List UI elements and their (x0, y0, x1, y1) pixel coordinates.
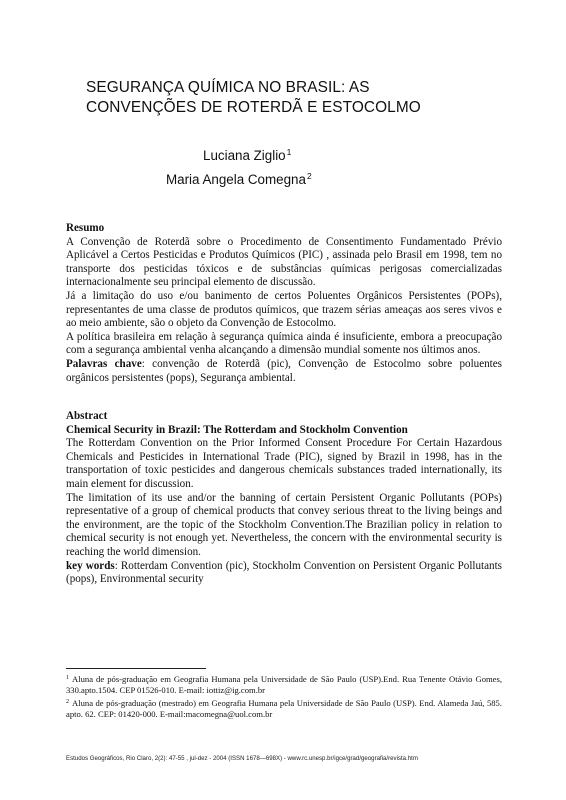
resumo-heading: Resumo (66, 222, 105, 234)
resumo-section (66, 222, 502, 385)
title-line-1: SEGURANÇA QUÍMICA NO BRASIL: AS (86, 79, 370, 96)
author-1-note-mark: 1 (286, 147, 292, 157)
resumo-paragraph-1: A Convenção de Roterdã sobre o Procedimento de Consentimento Fundamentado Prévio Aplicável a Certos Pesticidas e Produtos Químicos (PIC) , assinada pelo Brasil em 1998, tem no transporte dos pesticidas tóxicos e de substâncias químicas perigosas comercializadas internacionalmente seu principal elemento de discussão. (66, 235, 502, 289)
author-2 (166, 171, 312, 187)
title-line-2: CONVENÇÕES DE ROTERDÃ E ESTOCOLMO (86, 99, 421, 116)
journal-footer: Estudos Geográficos, Rio Claro, 2(2): 47-55 , jul-dez - 2004 (ISSN 1678—698X) - www.rc.unesp.br/igce/grad/geografia/revista.htm (66, 755, 418, 762)
abstract-paragraph-2: The limitation of its use and/or the banning of certain Persistent Organic Pollutants (POPs) representative of a group of chemical products that convey serious threat to the living beings and the environment, are the topic of the Stockholm Convention.The Brazilian policy in relation to chemical security is not enough yet. Nevertheless, the concern with the environmental security is reaching the world dimension. (66, 491, 502, 558)
abstract-keywords-text: : Rotterdam Convention (pic), Stockholm Convention on Persistent Organic Pollutants (pops), Environmental security (66, 559, 503, 586)
footnote-1-mark: 1 (66, 675, 69, 681)
author-1-name: Luciana Ziglio (203, 148, 286, 163)
abstract-keywords (66, 560, 502, 587)
abstract-subtitle: Chemical Security in Brazil: The Rotterdam and Stockholm Convention (66, 423, 408, 436)
footnote-1-text: Aluna de pós-graduação em Geografia Humana pela Universidade de São Paulo (USP).End. Rua Tenente Otávio Gomes, 330.apto.1504. CEP 01526-010. E-mail: iottiz@ig.com.br (66, 674, 502, 696)
author-2-note-mark: 2 (306, 171, 312, 181)
paper-title (86, 78, 506, 118)
resumo-paragraph-3: A política brasileira em relação à segurança química ainda é insuficiente, embora a preocupação com a segurança ambiental venha alcançando a dimensão mundial somente nos últimos anos. (66, 330, 502, 357)
resumo-keywords-label: Palavras chave (66, 357, 142, 370)
footnote-divider (66, 668, 206, 669)
footnote-1 (66, 673, 502, 697)
footnote-2-text: Aluna de pós-graduação (mestrado) em Geografia Humana pela Universidade de São Paulo (USP). End. Alameda Jaú, 585. apto. 62. CEP: 01420-000. E-mail:macomegna@uol.com.br (66, 697, 502, 720)
resumo-keywords-text: : convenção de Roterdã (pic), Convenção de Estocolmo sobre poluentes orgânicos persistentes (pops), Segurança ambiental. (66, 357, 502, 384)
footnote-2-mark: 2 (66, 698, 69, 705)
resumo-keywords (66, 358, 502, 385)
abstract-section (66, 410, 502, 587)
author-2-name: Maria Angela Comegna (166, 172, 306, 187)
footnote-2 (66, 697, 502, 721)
author-1 (203, 147, 291, 163)
resumo-paragraph-2: Já a limitação do uso e/ou banimento de certos Poluentes Orgânicos Persistentes (POPs), representantes de uma classe de produtos químicos, que trazem sérias ameaças aos seres vivos e ao meio ambiente, são o objeto da Convenção de Estocolmo. (66, 289, 502, 330)
abstract-paragraph-1: The Rotterdam Convention on the Prior Informed Consent Procedure For Certain Hazardous Chemicals and Pesticides in International Trade (PIC), signed by Brazil in 1998, has in the transportation of toxic pesticides and dangerous chemicals substances traded internationally, its main element for discussion. (66, 437, 502, 490)
abstract-keywords-label: key words (66, 559, 115, 572)
abstract-heading: Abstract (66, 410, 108, 422)
footnotes (66, 673, 502, 721)
